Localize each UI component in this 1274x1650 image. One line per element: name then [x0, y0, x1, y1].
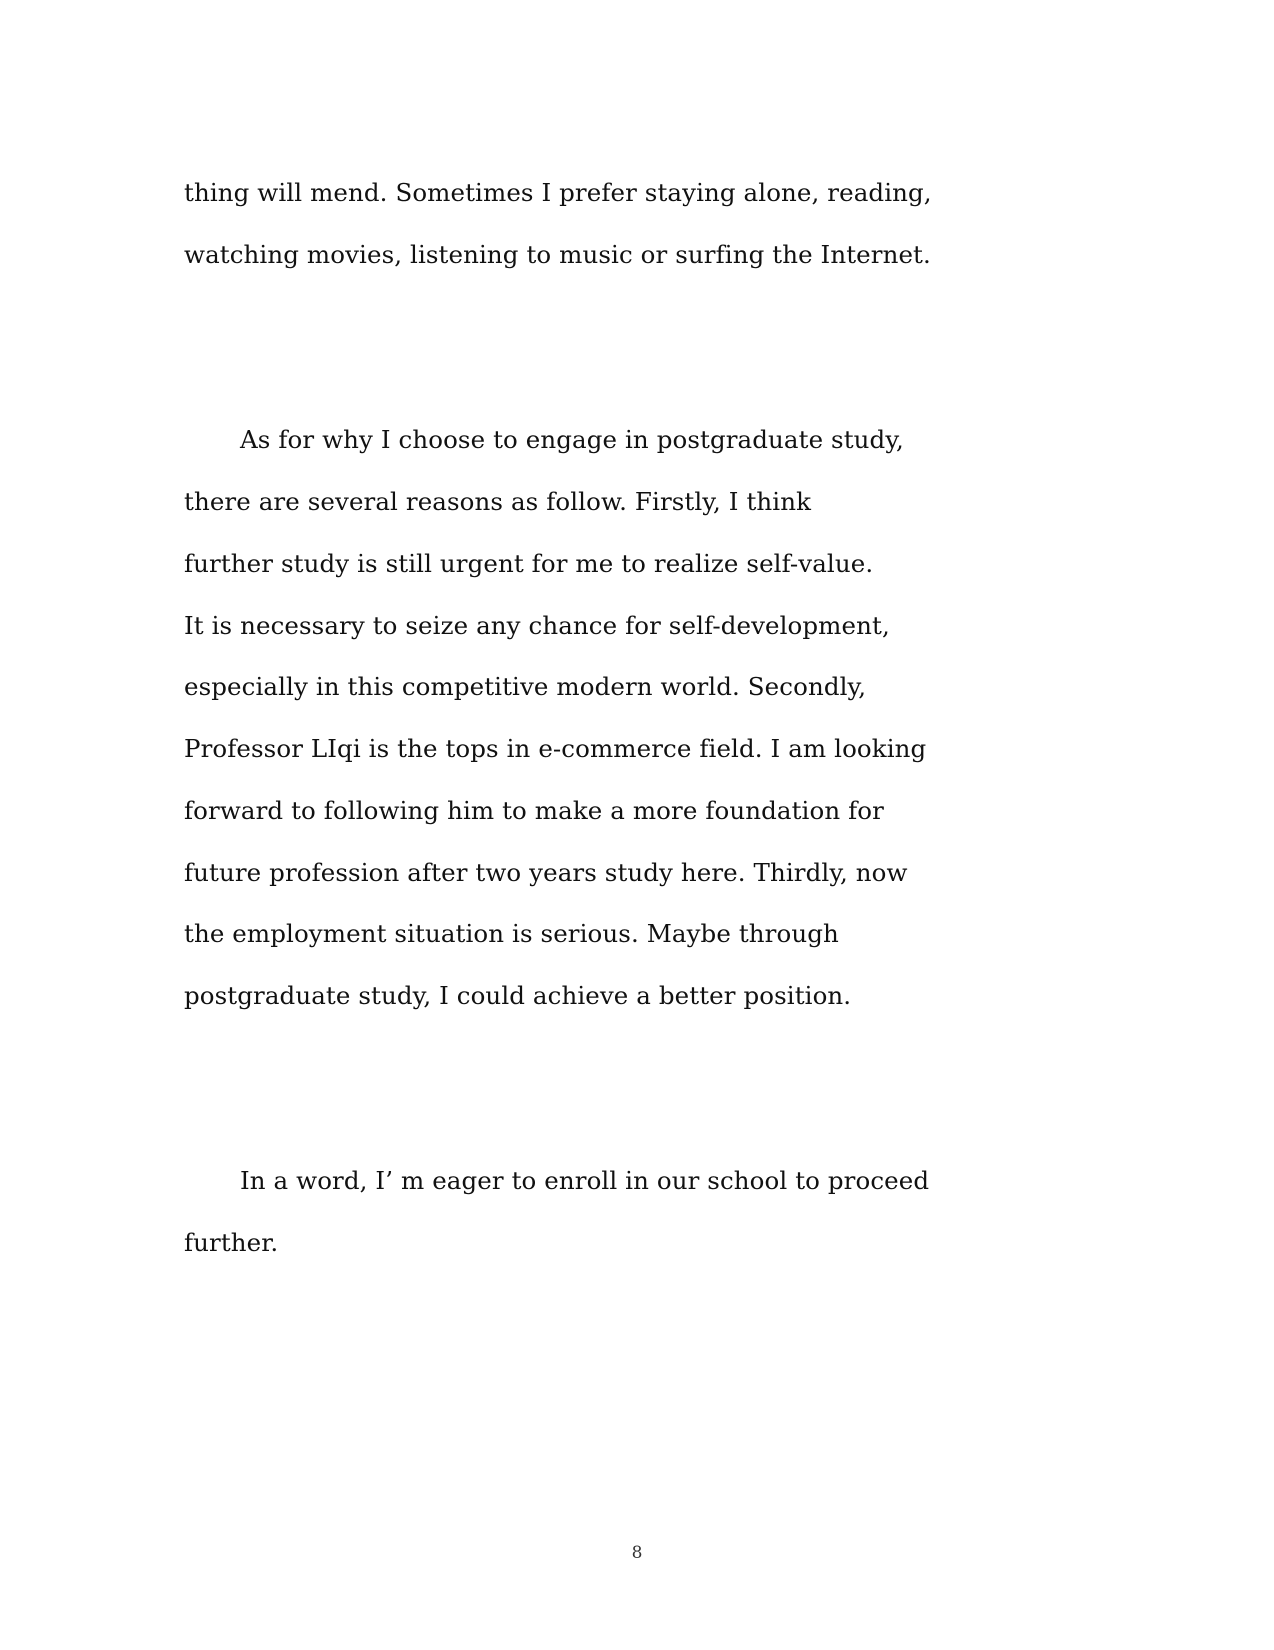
paragraph-1-line-1: thing will mend. Sometimes I prefer staying alone, reading,: [184, 178, 932, 207]
paragraph-3-line-2: further.: [184, 1228, 279, 1257]
paragraph-3-line-1: In a word, I’ m eager to enroll in our school to proceed: [240, 1166, 930, 1195]
paragraph-2-line-5: especially in this competitive modern world. Secondly,: [184, 672, 867, 701]
paragraph-2-line-7: forward to following him to make a more foundation for: [184, 796, 884, 825]
paragraph-2-line-10: postgraduate study, I could achieve a better position.: [184, 981, 852, 1010]
paragraph-1-line-2: watching movies, listening to music or surfing the Internet.: [184, 240, 931, 269]
paragraph-2-line-2: there are several reasons as follow. Firstly, I think: [184, 487, 812, 516]
paragraph-2-line-9: the employment situation is serious. Maybe through: [184, 919, 839, 948]
paragraph-2-line-8: future profession after two years study here. Thirdly, now: [184, 858, 908, 887]
paragraph-2-line-4: It is necessary to seize any chance for self-development,: [184, 611, 890, 640]
paragraph-2-line-6: Professor LIqi is the tops in e-commerce field. I am looking: [184, 734, 927, 763]
page-number: 8: [631, 1543, 643, 1563]
paragraph-2-line-3: further study is still urgent for me to realize self-value.: [184, 549, 874, 578]
paragraph-2-line-1: As for why I choose to engage in postgraduate study,: [240, 425, 904, 454]
